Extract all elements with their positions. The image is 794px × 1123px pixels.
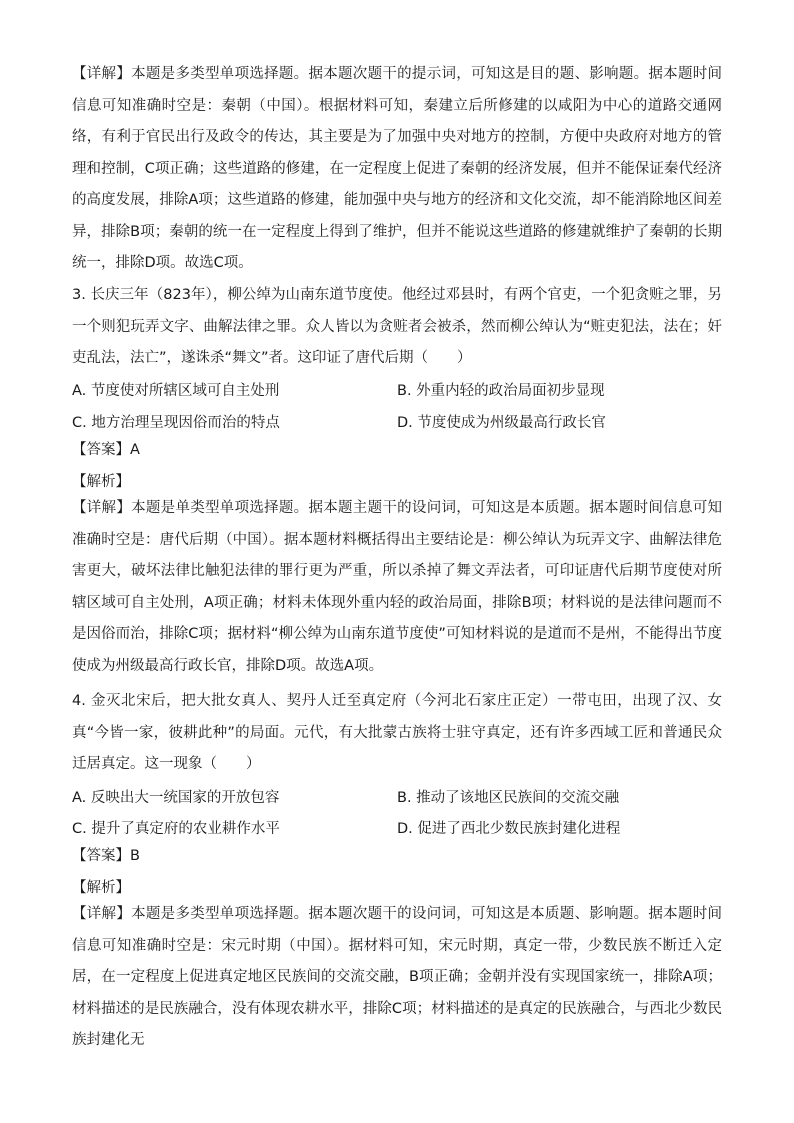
q3-stem: 3. 长庆三年（823年），柳公绰为山南东道节度使。他经过邓县时，有两个官吏，一个犯贪赃之罪，另一个则犯玩弄文字、曲解法律之罪。众人皆以为贪赃者会被杀，然而柳公绰认为“赃吏犯法，法在；奸吏乱法，法亡”，遂诛杀“舞文”者。这印证了唐代后期（ ） xyxy=(72,287,722,366)
q4-analysis-label: 【解析】 xyxy=(72,880,130,896)
q3-option-b: B. 外重内轻的政治局面初步显现 xyxy=(397,383,605,399)
q4-option-c: C. 提升了真定府的农业耕作水平 xyxy=(72,821,280,837)
q4-answer: 【答案】B xyxy=(72,848,140,864)
q4-option-a: A. 反映出大一统国家的开放包容 xyxy=(72,790,280,806)
q3-analysis-label: 【解析】 xyxy=(72,474,130,490)
q3-option-a: A. 节度使对所辖区域可自主处刑 xyxy=(72,383,280,399)
q3-detail: 【详解】本题是单类型单项选择题。据本题主题干的设问词，可知这是本质题。据本题时间信息可知准确时空是：唐代后期（中国）。据本题材料概括得出主要结论是：柳公绰认为玩弄文字、曲解法律危害更大，破坏法律比触犯法律的罪行更为严重，所以杀掉了舞文弄法者，可印证唐代后期节度使对所辖区域可自主处刑，A项正确；材料未体现外重内轻的政治局面，排除B项；材料说的是法律问题而不是因俗而治，排除C项；据材料“柳公绰为山南东道节度使”可知材料说的是道而不是州，不能得出节度使成为州级最高行政长官，排除D项。故选A项。 xyxy=(72,500,722,674)
q2-detail: 【详解】本题是多类型单项选择题。据本题次题干的提示词，可知这是目的题、影响题。据本题时间信息可知准确时空是：秦朝（中国）。根据材料可知，秦建立后所修建的以咸阳为中心的道路交通网络，有利于官民出行及政令的传达，其主要是为了加强中央对地方的控制，方便中央政府对地方的管理和控制，C项正确；这些道路的修建，在一定程度上促进了秦朝的经济发展，但并不能保证秦代经济的高度发展，排除A项；这些道路的修建，能加强中央与地方的经济和文化交流，却不能消除地区间差异，排除B项；秦朝的统一在一定程度上得到了维护，但并不能说这些道路的修建就维护了秦朝的长期统一，排除D项。故选C项。 xyxy=(72,66,722,271)
q3-option-c: C. 地方治理呈现因俗而治的特点 xyxy=(72,415,280,431)
q4-option-d: D. 促进了西北少数民族封建化进程 xyxy=(397,821,621,837)
q3-option-d: D. 节度使成为州级最高行政长官 xyxy=(397,415,606,431)
q4-stem: 4. 金灭北宋后，把大批女真人、契丹人迁至真定府（今河北石家庄正定）一带屯田，出现了汉、女真“今皆一家，彼耕此种”的局面。元代，有大批蒙古族将士驻守真定，还有许多西域工匠和普通民众迁居真定。这一现象（ ） xyxy=(72,693,722,772)
q4-option-b: B. 推动了该地区民族间的交流交融 xyxy=(397,790,620,806)
q4-detail: 【详解】本题是多类型单项选择题。据本题次题干的设问词，可知这是本质题、影响题。据本题时间信息可知准确时空是：宋元时期（中国）。据材料可知，宋元时期，真定一带，少数民族不断迁入定居，在一定程度上促进真定地区民族间的交流交融，B项正确；金朝并没有实现国家统一，排除A项；材料描述的是民族融合，没有体现农耕水平，排除C项；材料描述的是真定的民族融合，与西北少数民族封建化无 xyxy=(72,906,722,1048)
q3-answer: 【答案】A xyxy=(72,442,140,458)
